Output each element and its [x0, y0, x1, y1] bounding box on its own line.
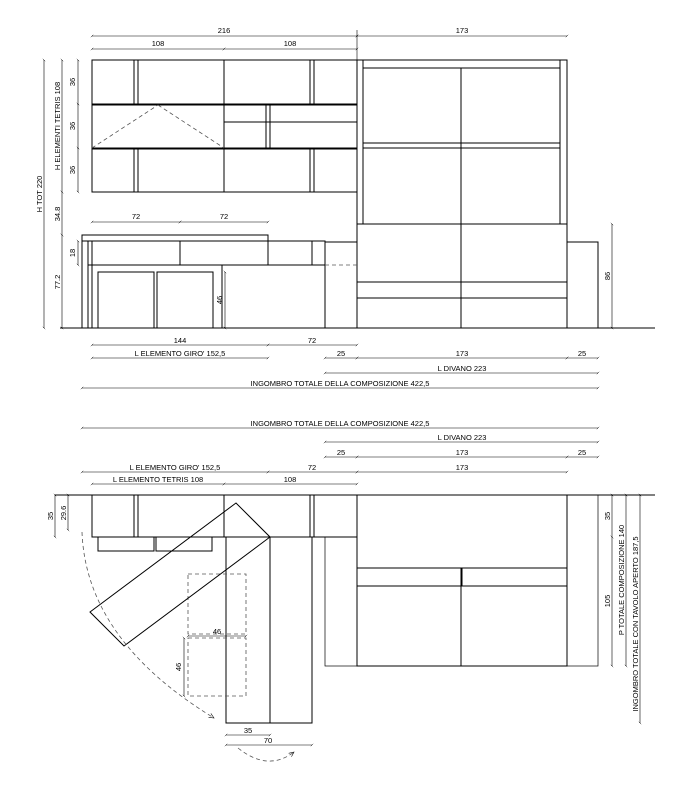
- plan-dim-side-25-left: 25: [336, 448, 346, 457]
- sofa-elevation: [325, 60, 598, 328]
- dim-shelf-right: 72: [219, 212, 229, 221]
- plan-dim-depth-296: 29.6: [59, 505, 68, 521]
- plan-dim-elemento-giro: L ELEMENTO GIRO' 152,5: [129, 463, 221, 472]
- plan-dim-173: 173: [455, 463, 469, 472]
- rotating-element-elevation: [82, 235, 357, 328]
- plan-dim-depth-35: 35: [46, 511, 55, 521]
- plan-dim-depth-right-35: 35: [603, 511, 612, 521]
- plan-dim-p-aperto: INGOMBRO TOTALE CON TAVOLO APERTO 187,5: [631, 536, 640, 712]
- plan-dim-table-46w: 46: [212, 627, 222, 636]
- dim-ingombro: INGOMBRO TOTALE DELLA COMPOSIZIONE 422,5: [250, 379, 430, 388]
- plan-dim-p-totale: P TOTALE COMPOSIZIONE 140: [617, 524, 626, 636]
- rotating-element-plan: [82, 503, 312, 761]
- dim-row2: 36: [68, 121, 77, 131]
- dim-row3: 36: [68, 165, 77, 175]
- tetris-plan: [92, 495, 357, 551]
- plan-dim-table-70: 70: [263, 736, 273, 745]
- dim-sofa-height: 86: [603, 271, 612, 281]
- dim-total-width: 216: [217, 26, 231, 35]
- dim-shelf-left: 72: [131, 212, 141, 221]
- dim-h-tot: H TOT 220: [35, 175, 44, 213]
- plan-dim-divano: L DIVANO 223: [437, 433, 487, 442]
- dim-under-72: 72: [307, 336, 317, 345]
- dim-row1: 36: [68, 77, 77, 87]
- dim-under-144: 144: [173, 336, 187, 345]
- plan-dim-sofa-173: 173: [455, 448, 469, 457]
- dim-gap: 34.8: [53, 206, 62, 222]
- plan-dim-72: 72: [307, 463, 317, 472]
- dim-module-right: 108: [283, 39, 297, 48]
- plan-dim-table-46h: 46: [174, 662, 183, 672]
- dim-sofa-width: 173: [455, 26, 469, 35]
- elevation-view: [35, 26, 655, 388]
- dim-elemento-giro: L ELEMENTO GIRO' 152,5: [134, 349, 226, 358]
- tetris-bookcase: [92, 60, 357, 192]
- plan-view: [46, 419, 655, 761]
- plan-dim-depth-105: 105: [603, 594, 612, 608]
- dim-sofa-173: 173: [455, 349, 469, 358]
- plan-dim-ingombro: INGOMBRO TOTALE DELLA COMPOSIZIONE 422,5: [250, 419, 430, 428]
- sofa-plan: [325, 495, 598, 666]
- dim-door-height: 46: [215, 295, 224, 305]
- dim-side-25-left: 25: [336, 349, 346, 358]
- plan-dim-table-35: 35: [243, 726, 253, 735]
- dim-divano: L DIVANO 223: [437, 364, 487, 373]
- dim-side-25-right: 25: [577, 349, 587, 358]
- dim-module-left: 108: [151, 39, 165, 48]
- dim-top-thickness: 18: [68, 248, 77, 258]
- dim-h-tetris: H ELEMENTI TETRIS 108: [53, 81, 62, 171]
- dim-low-height: 77.2: [53, 274, 62, 290]
- plan-dim-108: 108: [283, 475, 297, 484]
- plan-dim-side-25-right: 25: [577, 448, 587, 457]
- plan-dim-tetris: L ELEMENTO TETRIS 108: [112, 475, 204, 484]
